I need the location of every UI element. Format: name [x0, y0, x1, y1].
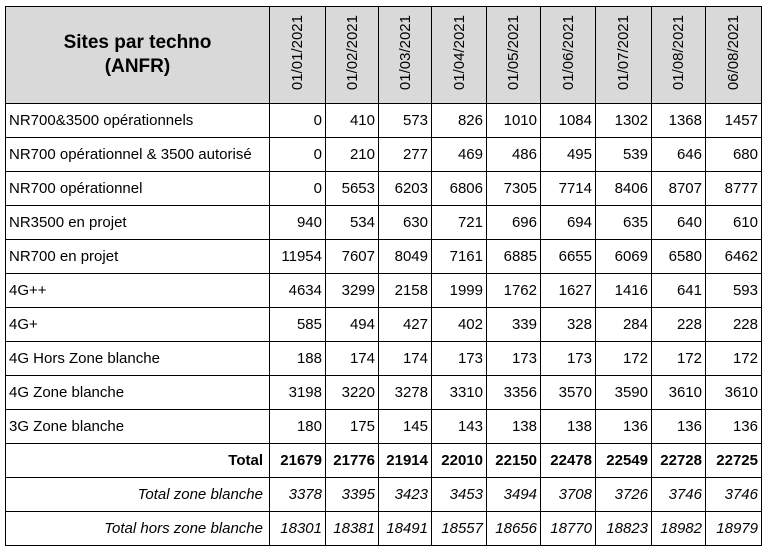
date-label: 01/08/2021 — [670, 15, 687, 91]
value-cell: 6655 — [541, 240, 596, 274]
sites-techno-table — [5, 6, 762, 546]
value-cell: 494 — [326, 308, 379, 342]
value-cell: 3220 — [326, 376, 379, 410]
value-cell: 3378 — [270, 478, 326, 512]
value-cell: 3453 — [432, 478, 487, 512]
value-cell: 21914 — [379, 444, 432, 478]
value-cell: 138 — [487, 410, 541, 444]
value-cell: 180 — [270, 410, 326, 444]
value-cell: 22725 — [706, 444, 762, 478]
value-cell: 680 — [706, 138, 762, 172]
value-cell: 11954 — [270, 240, 326, 274]
date-label: 01/05/2021 — [505, 15, 522, 91]
value-cell: 7161 — [432, 240, 487, 274]
value-cell: 3746 — [706, 478, 762, 512]
value-cell: 277 — [379, 138, 432, 172]
value-cell: 18301 — [270, 512, 326, 546]
value-cell: 696 — [487, 206, 541, 240]
value-cell: 18982 — [652, 512, 706, 546]
table-row — [6, 308, 762, 342]
value-cell: 188 — [270, 342, 326, 376]
value-cell: 1302 — [596, 104, 652, 138]
value-cell: 635 — [596, 206, 652, 240]
value-cell: 8707 — [652, 172, 706, 206]
value-cell: 18656 — [487, 512, 541, 546]
date-header — [326, 7, 379, 104]
value-cell: 1368 — [652, 104, 706, 138]
value-cell: 721 — [432, 206, 487, 240]
value-cell: 22549 — [596, 444, 652, 478]
value-cell: 136 — [706, 410, 762, 444]
row-label: NR700 opérationnel — [6, 172, 270, 206]
value-cell: 940 — [270, 206, 326, 240]
value-cell: 3198 — [270, 376, 326, 410]
table-row — [6, 512, 762, 546]
value-cell: 210 — [326, 138, 379, 172]
value-cell: 469 — [432, 138, 487, 172]
value-cell: 8777 — [706, 172, 762, 206]
value-cell: 172 — [706, 342, 762, 376]
row-label: Total hors zone blanche — [6, 512, 270, 546]
row-label: NR700 en projet — [6, 240, 270, 274]
value-cell: 427 — [379, 308, 432, 342]
date-header — [432, 7, 487, 104]
value-cell: 694 — [541, 206, 596, 240]
table-title-line2: (ANFR) — [104, 56, 171, 77]
value-cell: 1084 — [541, 104, 596, 138]
row-label: 4G Hors Zone blanche — [6, 342, 270, 376]
value-cell: 4634 — [270, 274, 326, 308]
value-cell: 3310 — [432, 376, 487, 410]
value-cell: 174 — [379, 342, 432, 376]
date-header — [379, 7, 432, 104]
value-cell: 6806 — [432, 172, 487, 206]
value-cell: 646 — [652, 138, 706, 172]
value-cell: 593 — [706, 274, 762, 308]
value-cell: 228 — [652, 308, 706, 342]
value-cell: 1627 — [541, 274, 596, 308]
value-cell: 8049 — [379, 240, 432, 274]
value-cell: 0 — [270, 104, 326, 138]
date-label: 01/02/2021 — [343, 15, 361, 91]
table-row — [6, 274, 762, 308]
table-title-cell — [6, 7, 270, 104]
value-cell: 284 — [596, 308, 652, 342]
value-cell: 174 — [326, 342, 379, 376]
table-row — [6, 342, 762, 376]
date-header — [596, 7, 652, 104]
value-cell: 1762 — [487, 274, 541, 308]
header-row — [6, 7, 762, 104]
value-cell: 7714 — [541, 172, 596, 206]
date-header — [270, 7, 326, 104]
value-cell: 22478 — [541, 444, 596, 478]
row-label: 4G++ — [6, 274, 270, 308]
value-cell: 173 — [541, 342, 596, 376]
value-cell: 173 — [487, 342, 541, 376]
value-cell: 0 — [270, 172, 326, 206]
value-cell: 136 — [652, 410, 706, 444]
value-cell: 630 — [379, 206, 432, 240]
row-label: NR700&3500 opérationnels — [6, 104, 270, 138]
value-cell: 534 — [326, 206, 379, 240]
row-label: 4G+ — [6, 308, 270, 342]
date-header — [706, 7, 762, 104]
value-cell: 328 — [541, 308, 596, 342]
table-row — [6, 410, 762, 444]
value-cell: 3395 — [326, 478, 379, 512]
date-label: 01/01/2021 — [289, 15, 306, 91]
row-label: Total zone blanche — [6, 478, 270, 512]
value-cell: 6462 — [706, 240, 762, 274]
value-cell: 7607 — [326, 240, 379, 274]
value-cell: 138 — [541, 410, 596, 444]
date-header — [652, 7, 706, 104]
date-label: 06/08/2021 — [725, 15, 742, 91]
table-row — [6, 478, 762, 512]
value-cell: 228 — [706, 308, 762, 342]
value-cell: 402 — [432, 308, 487, 342]
value-cell: 3610 — [706, 376, 762, 410]
value-cell: 1010 — [487, 104, 541, 138]
value-cell: 826 — [432, 104, 487, 138]
value-cell: 6203 — [379, 172, 432, 206]
value-cell: 18491 — [379, 512, 432, 546]
value-cell: 22010 — [432, 444, 487, 478]
value-cell: 539 — [596, 138, 652, 172]
value-cell: 585 — [270, 308, 326, 342]
row-label: 3G Zone blanche — [6, 410, 270, 444]
value-cell: 3494 — [487, 478, 541, 512]
value-cell: 7305 — [487, 172, 541, 206]
value-cell: 22728 — [652, 444, 706, 478]
value-cell: 172 — [652, 342, 706, 376]
value-cell: 175 — [326, 410, 379, 444]
value-cell: 3726 — [596, 478, 652, 512]
table-row — [6, 376, 762, 410]
value-cell: 136 — [596, 410, 652, 444]
value-cell: 3299 — [326, 274, 379, 308]
table-row — [6, 172, 762, 206]
value-cell: 6885 — [487, 240, 541, 274]
date-label: 01/06/2021 — [559, 15, 577, 91]
row-label: NR3500 en projet — [6, 206, 270, 240]
value-cell: 495 — [541, 138, 596, 172]
value-cell: 173 — [432, 342, 487, 376]
value-cell: 641 — [652, 274, 706, 308]
value-cell: 5653 — [326, 172, 379, 206]
value-cell: 339 — [487, 308, 541, 342]
value-cell: 0 — [270, 138, 326, 172]
date-header — [541, 7, 596, 104]
value-cell: 3423 — [379, 478, 432, 512]
value-cell: 1416 — [596, 274, 652, 308]
row-label: NR700 opérationnel & 3500 autorisé — [6, 138, 270, 172]
table-row — [6, 240, 762, 274]
value-cell: 610 — [706, 206, 762, 240]
value-cell: 3278 — [379, 376, 432, 410]
value-cell: 3708 — [541, 478, 596, 512]
date-header — [487, 7, 541, 104]
table-row — [6, 138, 762, 172]
value-cell: 6069 — [596, 240, 652, 274]
value-cell: 573 — [379, 104, 432, 138]
table-body — [6, 104, 762, 546]
value-cell: 21679 — [270, 444, 326, 478]
date-label: 01/07/2021 — [615, 15, 632, 91]
value-cell: 22150 — [487, 444, 541, 478]
value-cell: 6580 — [652, 240, 706, 274]
value-cell: 1999 — [432, 274, 487, 308]
date-label: 01/03/2021 — [396, 15, 414, 91]
value-cell: 143 — [432, 410, 487, 444]
value-cell: 18979 — [706, 512, 762, 546]
value-cell: 8406 — [596, 172, 652, 206]
value-cell: 18557 — [432, 512, 487, 546]
value-cell: 18823 — [596, 512, 652, 546]
value-cell: 640 — [652, 206, 706, 240]
date-label: 01/04/2021 — [450, 15, 468, 91]
value-cell: 1457 — [706, 104, 762, 138]
value-cell: 3590 — [596, 376, 652, 410]
table-row — [6, 104, 762, 138]
table-row — [6, 444, 762, 478]
value-cell: 3610 — [652, 376, 706, 410]
value-cell: 3570 — [541, 376, 596, 410]
value-cell: 410 — [326, 104, 379, 138]
table-title-line1: Sites par techno — [63, 32, 212, 53]
value-cell: 2158 — [379, 274, 432, 308]
value-cell: 3746 — [652, 478, 706, 512]
value-cell: 18770 — [541, 512, 596, 546]
row-label: 4G Zone blanche — [6, 376, 270, 410]
value-cell: 172 — [596, 342, 652, 376]
value-cell: 18381 — [326, 512, 379, 546]
value-cell: 486 — [487, 138, 541, 172]
table-row — [6, 206, 762, 240]
row-label: Total — [6, 444, 270, 478]
value-cell: 3356 — [487, 376, 541, 410]
value-cell: 145 — [379, 410, 432, 444]
value-cell: 21776 — [326, 444, 379, 478]
